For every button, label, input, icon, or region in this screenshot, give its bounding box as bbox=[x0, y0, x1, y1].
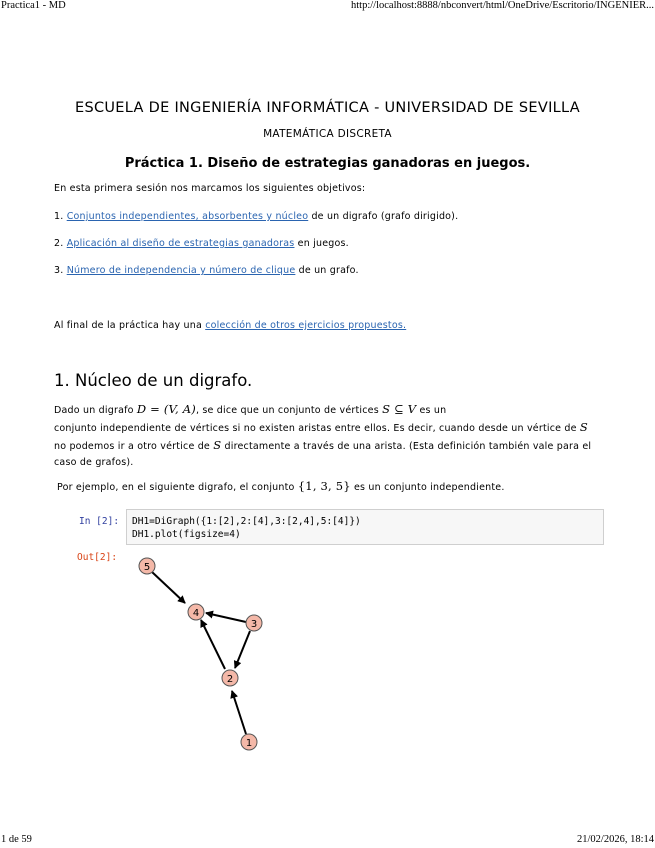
output-prompt: Out[2]: bbox=[77, 552, 118, 563]
objective-link-conjuntos[interactable]: Conjuntos independientes, absorbentes y núcleo bbox=[66, 211, 309, 222]
text-span: conjunto independiente de vértices si no existen aristas entre ellos. Es decir, cuando desde un vértice de bbox=[54, 423, 580, 434]
objective-3 bbox=[54, 263, 594, 279]
objective-number: 1. bbox=[54, 211, 67, 222]
objective-2 bbox=[54, 236, 594, 252]
objective-number: 3. bbox=[54, 265, 67, 276]
example-paragraph bbox=[57, 478, 597, 496]
node-label: 3 bbox=[250, 619, 258, 630]
math-s: S bbox=[213, 438, 222, 452]
intro-text: En esta primera sesión nos marcamos los siguientes objetivos: bbox=[54, 183, 366, 194]
edge-5-4 bbox=[152, 572, 185, 603]
node-label: 2 bbox=[226, 674, 234, 685]
edge-2-4 bbox=[201, 620, 225, 669]
math-subset: S ⊆ V bbox=[382, 402, 417, 416]
code-cell[interactable] bbox=[126, 509, 604, 545]
text-span: , se dice que un conjunto de vértices bbox=[195, 405, 383, 416]
node-label: 1 bbox=[245, 738, 253, 749]
objective-rest: de un grafo. bbox=[295, 265, 359, 276]
math-set: {1, 3, 5} bbox=[297, 479, 351, 493]
node-label: 4 bbox=[192, 608, 200, 619]
text-span: es un bbox=[416, 405, 447, 416]
final-exercises-line bbox=[54, 318, 594, 334]
school-title: ESCUELA DE INGENIERÍA INFORMÁTICA - UNIVERSIDAD DE SEVILLA bbox=[75, 100, 580, 116]
code-line: DH1=DiGraph({1:[2],2:[4],3:[2,4],5:[4]}) bbox=[132, 516, 361, 527]
node-label: 5 bbox=[143, 562, 151, 573]
final-text: Al final de la práctica hay una bbox=[54, 320, 206, 331]
text-span: no podemos ir a otro vértice de bbox=[54, 441, 214, 452]
definition-paragraph bbox=[54, 401, 594, 471]
print-header bbox=[0, 0, 655, 14]
objective-link-aplicacion[interactable]: Aplicación al diseño de estrategias ganadoras bbox=[66, 238, 295, 249]
edge-3-2 bbox=[235, 631, 250, 668]
section-heading: 1. Núcleo de un digrafo. bbox=[54, 371, 253, 390]
print-footer bbox=[0, 834, 655, 848]
practice-title: Práctica 1. Diseño de estrategias ganadoras en juegos. bbox=[124, 156, 531, 171]
text-span: es un conjunto independiente. bbox=[350, 482, 505, 493]
input-prompt: In [2]: bbox=[79, 516, 120, 527]
objective-link-numero[interactable]: Número de independencia y número de clique bbox=[66, 265, 296, 276]
exercises-link[interactable]: colección de otros ejercicios propuestos. bbox=[205, 320, 407, 331]
digraph-plot bbox=[125, 550, 295, 755]
page-counter: 1 de 59 bbox=[1, 834, 32, 845]
objective-1 bbox=[54, 209, 594, 225]
subject-title: MATEMÁTICA DISCRETA bbox=[263, 128, 392, 140]
print-header-url: http://localhost:8888/nbconvert/html/OneDrive/Escritorio/INGENIER... bbox=[351, 0, 654, 11]
print-date: 21/02/2026, 18:14 bbox=[576, 834, 654, 845]
edge-3-4 bbox=[206, 613, 246, 622]
math-s: S bbox=[579, 420, 588, 434]
code-line: DH1.plot(figsize=4) bbox=[132, 529, 241, 540]
edge-1-2 bbox=[232, 691, 246, 734]
objective-rest: de un digrafo (grafo dirigido). bbox=[308, 211, 459, 222]
text-span: Dado un digrafo bbox=[54, 405, 137, 416]
objective-rest: en juegos. bbox=[294, 238, 349, 249]
text-span: caso de grafos). bbox=[54, 457, 134, 468]
text-span: directamente a través de una arista. (Esta definición también vale para el bbox=[221, 441, 592, 452]
math-digraph: D = (V, A) bbox=[136, 402, 196, 416]
text-span: Por ejemplo, en el siguiente digrafo, el conjunto bbox=[57, 482, 298, 493]
objective-number: 2. bbox=[54, 238, 67, 249]
print-header-title: Practica1 - MD bbox=[1, 0, 66, 11]
